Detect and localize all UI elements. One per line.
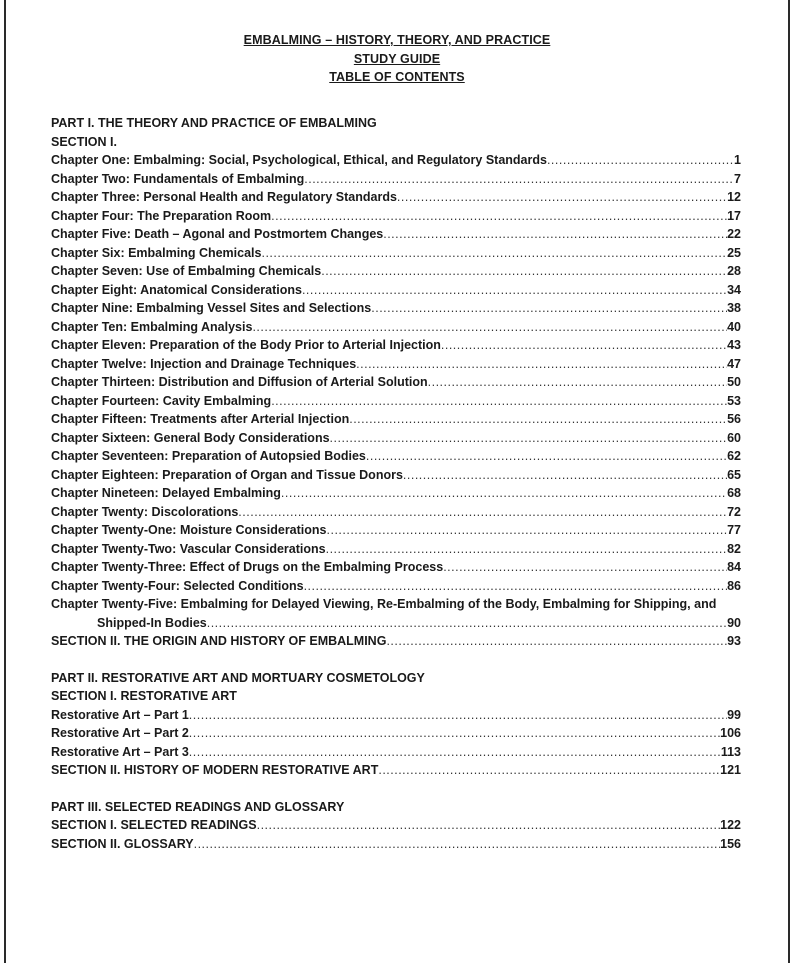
toc-entry[interactable] bbox=[51, 577, 741, 596]
dot-leader bbox=[443, 558, 727, 577]
toc-entry-page: 38 bbox=[727, 301, 741, 315]
toc-entry-page: 93 bbox=[727, 634, 741, 648]
part1-chapter-list bbox=[51, 151, 741, 595]
dot-leader bbox=[371, 299, 727, 318]
toc-entry-label: SECTION I. SELECTED READINGS bbox=[51, 818, 257, 832]
toc-entry[interactable] bbox=[51, 188, 741, 207]
toc-entry-page: 7 bbox=[734, 171, 741, 186]
dot-leader bbox=[189, 706, 727, 725]
toc-entry-label: SECTION II. HISTORY OF MODERN RESTORATIVE ART bbox=[51, 763, 379, 777]
toc-entry-label: Restorative Art – Part 2 bbox=[51, 726, 189, 740]
dot-leader bbox=[271, 207, 727, 226]
dot-leader bbox=[366, 447, 727, 466]
dot-leader bbox=[304, 170, 734, 189]
dot-leader bbox=[386, 632, 727, 651]
toc-entry-label: Chapter Thirteen: Distribution and Diffusion of Arterial Solution bbox=[51, 375, 428, 389]
toc-entry-label: Restorative Art – Part 3 bbox=[51, 744, 189, 759]
toc-entry-page: 50 bbox=[727, 375, 741, 389]
dot-leader bbox=[189, 724, 720, 743]
toc-entry[interactable] bbox=[51, 262, 741, 281]
toc-entry[interactable] bbox=[51, 484, 741, 503]
toc-entry[interactable] bbox=[51, 318, 741, 337]
dot-leader bbox=[252, 318, 727, 337]
toc-entry-label: Chapter Seventeen: Preparation of Autopsied Bodies bbox=[51, 449, 366, 463]
toc-entry-label: Chapter One: Embalming: Social, Psychological, Ethical, and Regulatory Standards bbox=[51, 153, 547, 167]
page-edge-right bbox=[788, 0, 790, 963]
part3-entry-list bbox=[51, 816, 741, 853]
dot-leader bbox=[261, 244, 727, 263]
toc-entry[interactable] bbox=[51, 355, 741, 374]
toc-entry-page: 53 bbox=[727, 393, 741, 408]
toc-entry-page: 25 bbox=[727, 245, 741, 260]
table-of-contents bbox=[51, 114, 741, 853]
toc-entry-page: 1 bbox=[734, 153, 741, 167]
toc-entry-page: 113 bbox=[720, 744, 741, 759]
dot-leader bbox=[207, 614, 727, 633]
dot-leader bbox=[321, 262, 727, 281]
toc-entry-page: 77 bbox=[727, 523, 741, 537]
toc-entry[interactable] bbox=[51, 447, 741, 466]
part1-title: PART I. THE THEORY AND PRACTICE OF EMBALMING bbox=[51, 116, 377, 130]
toc-entry-label: Chapter Four: The Preparation Room bbox=[51, 208, 272, 223]
toc-entry-page: 22 bbox=[727, 227, 741, 241]
dot-leader bbox=[547, 151, 734, 170]
toc-entry-page: 40 bbox=[727, 319, 741, 334]
toc-entry[interactable] bbox=[51, 816, 741, 835]
dot-leader bbox=[304, 577, 728, 596]
toc-entry[interactable] bbox=[51, 558, 741, 577]
toc-entry-label: Restorative Art – Part 1 bbox=[51, 707, 189, 722]
toc-entry-page: 56 bbox=[727, 412, 741, 426]
toc-entry-page: 62 bbox=[727, 449, 741, 463]
toc-entry-page: 122 bbox=[720, 818, 741, 832]
dot-leader bbox=[281, 484, 727, 503]
toc-entry-label: Chapter Twenty-Two: Vascular Considerations bbox=[51, 541, 326, 556]
toc-entry-label: Chapter Twenty: Discolorations bbox=[51, 504, 239, 519]
toc-entry-label: Chapter Five: Death – Agonal and Postmortem Changes bbox=[51, 227, 384, 241]
toc-entry[interactable] bbox=[51, 540, 741, 559]
toc-entry-page: 106 bbox=[720, 726, 741, 740]
toc-entry-label: Chapter Three: Personal Health and Regulatory Standards bbox=[51, 190, 397, 204]
toc-entry-label: Chapter Nine: Embalming Vessel Sites and Selections bbox=[51, 301, 372, 315]
part3-title: PART III. SELECTED READINGS AND GLOSSARY bbox=[51, 799, 345, 814]
toc-entry[interactable] bbox=[51, 743, 741, 762]
dot-leader bbox=[194, 835, 721, 854]
toc-entry-page: 28 bbox=[727, 264, 741, 278]
toc-entry[interactable] bbox=[51, 244, 741, 263]
dot-leader bbox=[271, 392, 727, 411]
dot-leader bbox=[428, 373, 727, 392]
toc-entry-ch25-line1[interactable]: Chapter Twenty-Five: Embalming for Delayed Viewing, Re-Embalming of the Body, Embalming for Shipping, and bbox=[51, 597, 717, 611]
document-header bbox=[0, 31, 794, 87]
toc-entry-part1-section2[interactable] bbox=[51, 632, 741, 651]
dot-leader bbox=[326, 540, 728, 559]
toc-entry-label: Chapter Twenty-One: Moisture Considerations bbox=[51, 523, 327, 537]
toc-entry[interactable] bbox=[51, 281, 741, 300]
toc-entry-page: 90 bbox=[727, 615, 741, 630]
part2-section1-title: SECTION I. RESTORATIVE ART bbox=[51, 689, 237, 703]
dot-leader bbox=[441, 336, 727, 355]
toc-entry-label: Shipped-In Bodies bbox=[97, 615, 207, 630]
toc-entry-page: 60 bbox=[727, 430, 741, 445]
toc-entry[interactable] bbox=[51, 392, 741, 411]
toc-entry-ch25-line2[interactable] bbox=[51, 614, 741, 633]
toc-entry[interactable] bbox=[51, 521, 741, 540]
toc-entry-label: Chapter Two: Fundamentals of Embalming bbox=[51, 171, 305, 186]
dot-leader bbox=[397, 188, 727, 207]
toc-entry[interactable] bbox=[51, 410, 741, 429]
toc-entry-label: Chapter Fourteen: Cavity Embalming bbox=[51, 393, 272, 408]
part1-section1-title: SECTION I. bbox=[51, 134, 117, 149]
toc-entry-label: SECTION II. THE ORIGIN AND HISTORY OF EMBALMING bbox=[51, 634, 387, 648]
part2-title: PART II. RESTORATIVE ART AND MORTUARY COSMETOLOGY bbox=[51, 670, 425, 685]
dot-leader bbox=[349, 410, 727, 429]
toc-entry[interactable] bbox=[51, 336, 741, 355]
toc-entry-label: Chapter Twenty-Three: Effect of Drugs on the Embalming Process bbox=[51, 560, 444, 574]
toc-entry[interactable] bbox=[51, 429, 741, 448]
toc-entry[interactable] bbox=[51, 373, 741, 392]
toc-entry[interactable] bbox=[51, 503, 741, 522]
toc-label: TABLE OF CONTENTS bbox=[329, 70, 465, 84]
toc-entry-page: 156 bbox=[720, 836, 741, 851]
toc-entry-label: Chapter Eighteen: Preparation of Organ and Tissue Donors bbox=[51, 467, 403, 482]
toc-entry-label: Chapter Twelve: Injection and Drainage Techniques bbox=[51, 356, 357, 371]
toc-entry-label: Chapter Ten: Embalming Analysis bbox=[51, 319, 253, 334]
toc-entry-page: 82 bbox=[727, 541, 741, 556]
toc-entry-page: 47 bbox=[727, 356, 741, 371]
toc-entry-page: 43 bbox=[727, 338, 741, 352]
dot-leader bbox=[356, 355, 727, 374]
toc-entry-page: 12 bbox=[727, 190, 741, 204]
dot-leader bbox=[327, 521, 728, 540]
dot-leader bbox=[238, 503, 727, 522]
document-title: EMBALMING – HISTORY, THEORY, AND PRACTICE bbox=[243, 33, 551, 47]
toc-entry[interactable] bbox=[51, 151, 741, 170]
toc-entry[interactable] bbox=[51, 706, 741, 725]
toc-entry-label: Chapter Fifteen: Treatments after Arterial Injection bbox=[51, 412, 350, 426]
toc-entry[interactable] bbox=[51, 761, 741, 780]
dot-leader bbox=[189, 743, 721, 762]
part2-entry-list bbox=[51, 706, 741, 780]
toc-entry-label: Chapter Nineteen: Delayed Embalming bbox=[51, 486, 281, 500]
toc-entry-label: Chapter Twenty-Four: Selected Conditions bbox=[51, 578, 304, 593]
toc-entry-page: 72 bbox=[727, 504, 741, 519]
toc-entry-page: 84 bbox=[727, 560, 741, 574]
toc-entry[interactable] bbox=[51, 225, 741, 244]
toc-entry-page: 86 bbox=[727, 578, 741, 593]
toc-entry-page: 65 bbox=[727, 467, 741, 482]
toc-entry-page: 17 bbox=[727, 208, 741, 223]
toc-entry-page: 121 bbox=[720, 763, 741, 777]
toc-entry-label: Chapter Seven: Use of Embalming Chemicals bbox=[51, 264, 322, 278]
dot-leader bbox=[257, 816, 721, 835]
toc-entry-label: Chapter Eleven: Preparation of the Body Prior to Arterial Injection bbox=[51, 338, 441, 352]
toc-entry-label: SECTION II. GLOSSARY bbox=[51, 836, 194, 851]
toc-entry[interactable] bbox=[51, 299, 741, 318]
dot-leader bbox=[302, 281, 727, 300]
toc-entry-page: 68 bbox=[727, 486, 741, 500]
toc-entry-page: 34 bbox=[727, 282, 741, 297]
dot-leader bbox=[403, 466, 727, 485]
dot-leader bbox=[383, 225, 727, 244]
toc-entry-page: 99 bbox=[727, 707, 741, 722]
toc-entry[interactable] bbox=[51, 724, 741, 743]
toc-entry[interactable] bbox=[51, 207, 741, 226]
dot-leader bbox=[330, 429, 728, 448]
toc-entry-label: Chapter Sixteen: General Body Considerations bbox=[51, 430, 330, 445]
toc-entry[interactable] bbox=[51, 170, 741, 189]
document-subtitle: STUDY GUIDE bbox=[353, 51, 441, 66]
toc-entry-label: Chapter Six: Embalming Chemicals bbox=[51, 245, 262, 260]
toc-entry[interactable] bbox=[51, 466, 741, 485]
toc-entry[interactable] bbox=[51, 835, 741, 854]
dot-leader bbox=[378, 761, 720, 780]
toc-entry-label: Chapter Eight: Anatomical Considerations bbox=[51, 282, 302, 297]
page-edge-left bbox=[4, 0, 6, 963]
